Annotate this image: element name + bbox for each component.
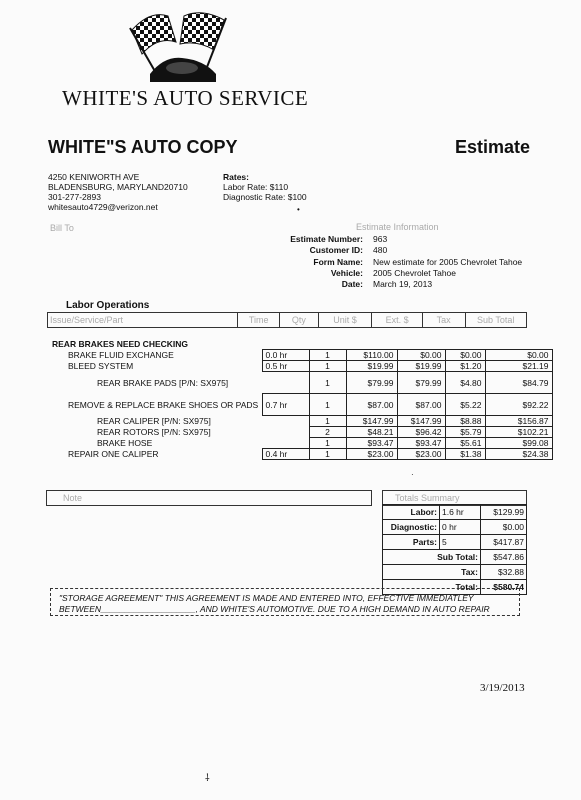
col-tax: Tax (422, 313, 465, 327)
item-unit: $147.99 (346, 416, 397, 427)
diagnostic-label: Diagnostic: (383, 520, 440, 535)
item-qty: 1 (309, 372, 346, 394)
form-name-row (260, 257, 522, 268)
item-desc: REAR ROTORS [P/N: SX975] (97, 427, 211, 437)
total-label: Total: (383, 580, 481, 595)
item-time (262, 438, 309, 449)
item-subtotal: $0.00 (485, 350, 552, 361)
item-time (262, 427, 309, 438)
diagnostic-rate: Diagnostic Rate: $100 (223, 192, 307, 202)
col-unit: Unit $ (318, 313, 372, 327)
item-tax: $4.80 (445, 372, 485, 394)
labor-operations-heading: Labor Operations (66, 300, 150, 311)
table-row (65, 449, 552, 460)
storage-agreement (50, 588, 520, 616)
item-time (262, 416, 309, 427)
item-unit: $23.00 (346, 449, 397, 460)
estimate-info (260, 234, 522, 290)
brand-name: WHITE'S AUTO SERVICE (62, 86, 309, 110)
item-ext: $0.00 (397, 350, 445, 361)
parts-qty: 5 (440, 535, 481, 550)
checkered-flags-logo (120, 2, 240, 87)
item-subtotal: $84.79 (485, 372, 552, 394)
item-unit: $87.00 (346, 394, 397, 416)
table-row (65, 416, 552, 427)
item-desc: BRAKE FLUID EXCHANGE (68, 350, 174, 360)
tax-amount: $32.88 (481, 565, 527, 580)
item-subtotal: $24.38 (485, 449, 552, 460)
item-unit: $48.21 (346, 427, 397, 438)
agreement-line1: "STORAGE AGREEMENT" THIS AGREEMENT IS MADE AND ENTERED INTO, EFFECTIVE IMMEDIATLEY (59, 593, 474, 603)
col-qty: Qty (279, 313, 318, 327)
info-value: 963 (373, 234, 388, 244)
info-value: 480 (373, 245, 388, 256)
address-line1: 4250 KENIWORTH AVE (48, 172, 140, 182)
table-row (65, 427, 552, 438)
item-tax: $5.79 (445, 427, 485, 438)
document-type: Estimate (455, 137, 531, 157)
item-tax: $8.88 (445, 416, 485, 427)
item-tax: $0.00 (445, 350, 485, 361)
item-unit: $79.99 (346, 372, 397, 394)
item-unit: $93.47 (346, 438, 397, 449)
item-time: 0.0 hr (262, 350, 309, 361)
address-email: whitesauto4729@verizon.net (48, 202, 158, 212)
item-time (262, 372, 309, 394)
customer-id-row (260, 245, 522, 256)
estimate-info-heading: Estimate Information (356, 222, 439, 232)
table-row (383, 550, 527, 565)
labor-amount: $129.99 (481, 505, 527, 520)
item-ext: $23.00 (397, 449, 445, 460)
item-qty: 1 (309, 394, 346, 416)
document-title: WHITE"S AUTO COPY (48, 137, 238, 157)
subtotal-label: Sub Total: (383, 550, 481, 565)
item-unit: $110.00 (346, 350, 397, 361)
item-ext: $79.99 (397, 372, 445, 394)
item-ext: $19.99 (397, 361, 445, 372)
table-row (65, 361, 552, 372)
handwritten-date: 3/19/2013 (480, 682, 525, 694)
info-label: Estimate Number: (290, 234, 363, 244)
rates-heading: Rates: (223, 172, 249, 182)
address-line2: BLADENSBURG, MARYLAND20710 (48, 182, 188, 192)
item-time: 0.5 hr (262, 361, 309, 372)
line-items-table (65, 349, 553, 460)
item-subtotal: $156.87 (485, 416, 552, 427)
labor-time: 1.6 hr (440, 505, 481, 520)
item-qty: 1 (309, 438, 346, 449)
total-amount: $580.74 (481, 580, 527, 595)
date-row (260, 279, 522, 290)
item-subtotal: $99.08 (485, 438, 552, 449)
item-ext: $147.99 (397, 416, 445, 427)
rates-block (223, 172, 307, 202)
item-desc: BRAKE HOSE (97, 438, 153, 448)
item-tax: $1.38 (445, 449, 485, 460)
item-time: 0.4 hr (262, 449, 309, 460)
info-label: Vehicle: (330, 267, 363, 278)
item-subtotal: $92.22 (485, 394, 552, 416)
shop-address (48, 172, 188, 212)
labor-label: Labor: (383, 505, 440, 520)
item-tax: $5.22 (445, 394, 485, 416)
info-label: Customer ID: (309, 245, 363, 256)
info-value: March 19, 2013 (373, 279, 433, 290)
stray-mark: · (411, 470, 414, 479)
table-row (383, 520, 527, 535)
labor-rate: Labor Rate: $110 (223, 182, 289, 192)
col-issue: Issue/Service/Part (50, 315, 124, 325)
col-subtotal: Sub Total (465, 313, 526, 327)
col-ext: Ext. $ (371, 313, 422, 327)
item-ext: $96.42 (397, 427, 445, 438)
item-qty: 1 (309, 361, 346, 372)
item-desc: REMOVE & REPLACE BRAKE SHOES OR PADS (68, 399, 259, 410)
parts-label: Parts: (383, 535, 440, 550)
info-label: Date: (341, 279, 363, 290)
stray-mark: • (297, 205, 300, 214)
item-desc: REAR BRAKE PADS [P/N: SX975] (97, 377, 229, 388)
estimate-number-row (260, 234, 522, 245)
info-value: 2005 Chevrolet Tahoe (373, 267, 457, 278)
agreement-line2: BETWEEN____________________, AND WHITE'S AUTOMOTIVE. DUE TO A HIGH DEMAND IN AUTO REPAIR (59, 604, 490, 614)
stray-mark: ⸸ (205, 773, 210, 784)
address-phone: 301-277-2893 (48, 192, 101, 202)
table-row (383, 535, 527, 550)
info-value: New estimate for 2005 Chevrolet Tahoe (373, 256, 523, 267)
parts-amount: $417.87 (481, 535, 527, 550)
item-desc: REAR CALIPER [P/N: SX975] (97, 416, 211, 426)
table-row (383, 505, 527, 520)
totals-heading: Totals Summary (395, 493, 460, 503)
tax-label: Tax: (383, 565, 481, 580)
item-qty: 1 (309, 416, 346, 427)
item-ext: $87.00 (397, 394, 445, 416)
diagnostic-time: 0 hr (440, 520, 481, 535)
item-subtotal: $102.21 (485, 427, 552, 438)
bill-to-label: Bill To (50, 223, 74, 233)
item-tax: $5.61 (445, 438, 485, 449)
col-time: Time (237, 313, 279, 327)
item-qty: 1 (309, 350, 346, 361)
item-qty: 1 (309, 449, 346, 460)
table-row (65, 372, 552, 394)
vehicle-row (260, 268, 522, 279)
info-label: Form Name: (313, 256, 363, 267)
diagnostic-amount: $0.00 (481, 520, 527, 535)
item-subtotal: $21.19 (485, 361, 552, 372)
note-box (46, 490, 372, 506)
item-qty: 2 (309, 427, 346, 438)
item-ext: $93.47 (397, 438, 445, 449)
subtotal-amount: $547.86 (481, 550, 527, 565)
table-row (383, 565, 527, 580)
section-title: REAR BRAKES NEED CHECKING (52, 339, 189, 349)
note-label: Note (63, 493, 83, 503)
item-desc: REPAIR ONE CALIPER (68, 449, 159, 459)
table-row (65, 438, 552, 449)
item-time: 0.7 hr (262, 394, 309, 416)
table-row (65, 350, 552, 361)
item-unit: $19.99 (346, 361, 397, 372)
items-column-header (47, 312, 527, 328)
totals-table (382, 504, 527, 595)
table-row (65, 394, 552, 416)
item-desc: BLEED SYSTEM (68, 361, 134, 371)
item-tax: $1.20 (445, 361, 485, 372)
